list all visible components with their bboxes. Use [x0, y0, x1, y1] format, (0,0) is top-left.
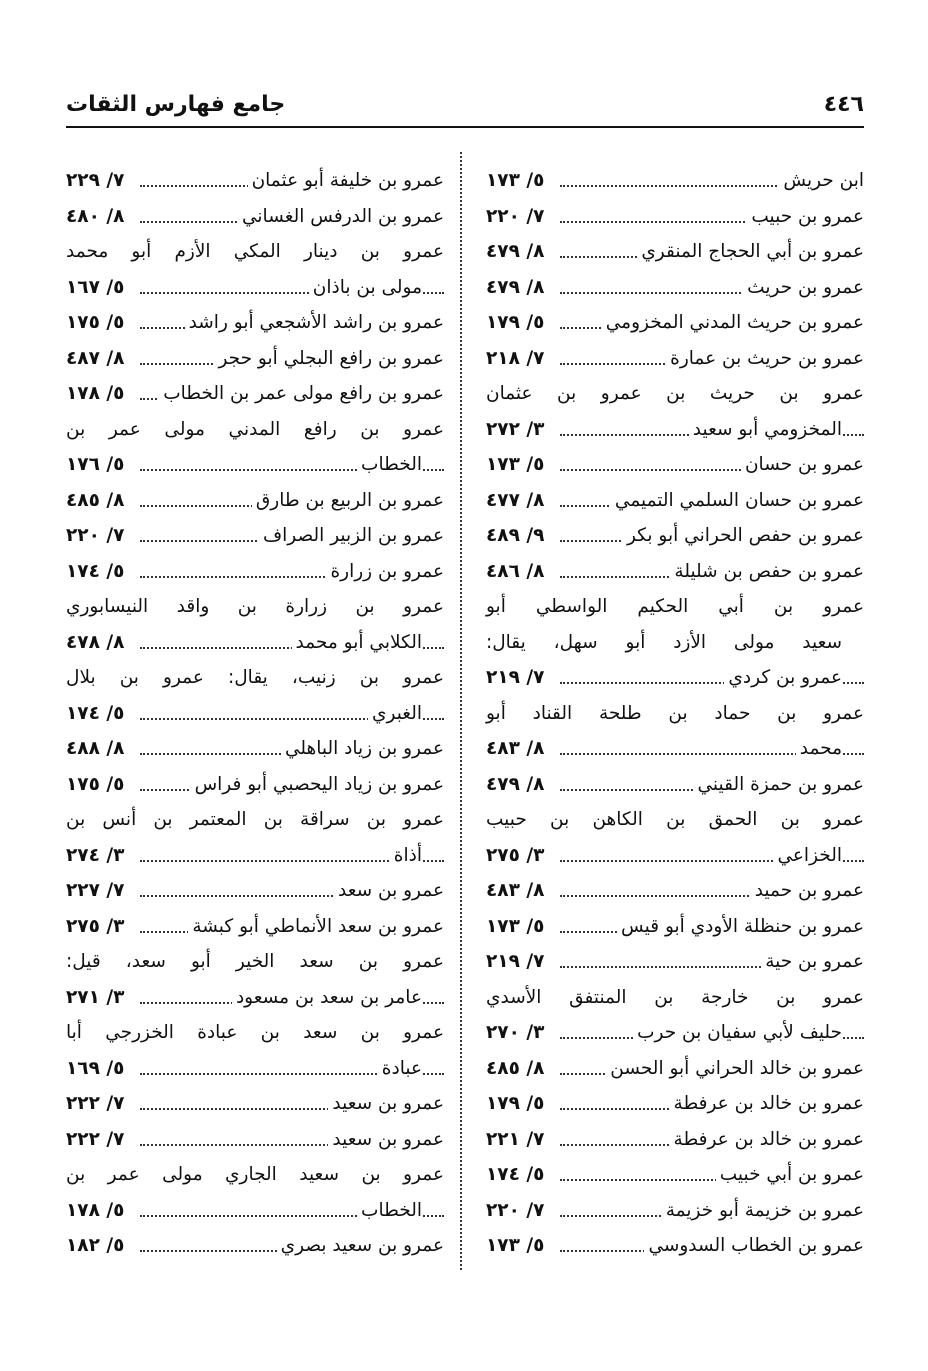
volume-page-ref: ٩/ ٤٨٩ [486, 525, 545, 546]
entry-name: عمرو بن كردي [724, 660, 842, 696]
entry-name: عمرو بن حريث بن عمارة [666, 341, 864, 377]
index-entry [486, 1228, 864, 1264]
entry-name: عمرو بن أبي خبيب [716, 1157, 864, 1193]
entry-name: محمد [796, 731, 842, 767]
index-entry [66, 1051, 444, 1087]
index-entry [66, 873, 444, 909]
index-entry [66, 767, 444, 803]
volume-page-ref: ٨/ ٤٨٥ [486, 1057, 545, 1079]
entry-name: عمرو بن زرارة بن واقد النيسابوري [66, 589, 444, 625]
index-entry [66, 163, 444, 199]
volume-page-ref: ٧/ ٢١٨ [486, 347, 545, 369]
volume-page-ref: ٥/ ١٧٦ [66, 454, 125, 475]
column-divider [460, 152, 462, 1270]
entry-name: عمرو بن حريث بن عمرو بن عثمان [486, 376, 864, 412]
entry-name: المخزومي أبو سعيد [689, 412, 842, 448]
index-entry [66, 199, 444, 235]
index-entry [66, 1122, 444, 1158]
entry-name: عمرو بن زياد اليحصبي أبو فراس [191, 767, 444, 803]
entry-name: عمرو بن حسان [741, 447, 864, 483]
entry-name: عمرو بن زرارة [326, 554, 444, 590]
entry-name: الخطاب [357, 447, 422, 483]
volume-page-ref: ٧/ ٢٢٢ [66, 1128, 125, 1150]
entry-name: عمرو بن سعد الخير أبو سعد، قيل: [66, 944, 444, 980]
entry-name: عمرو بن رافع البجلي أبو حجر [214, 341, 444, 377]
volume-page-ref: ٥/ ١٧٣ [486, 915, 545, 937]
index-entry [66, 1193, 444, 1229]
index-entry [66, 696, 444, 732]
index-entry [486, 1086, 864, 1122]
index-entry [486, 341, 864, 377]
entry-name: عمرو بن خالد بن عرفطة [670, 1086, 864, 1122]
index-entry [486, 1051, 864, 1087]
index-entry [486, 660, 864, 696]
volume-page-ref: ٧/ ٢٢١ [486, 1128, 545, 1150]
volume-page-ref: ٨/ ٤٧٩ [486, 773, 545, 795]
entry-name: عبادة [378, 1051, 422, 1087]
volume-page-ref: ٨/ ٤٧٨ [66, 631, 125, 653]
entry-name: عمرو بن حفص بن شليلة [670, 554, 864, 590]
entry-name: عمرو بن رافع مولى عمر بن الخطاب [159, 376, 444, 412]
volume-page-ref: ٧/ ٢١٩ [486, 667, 545, 688]
volume-page-ref: ٨/ ٤٨٦ [486, 560, 545, 582]
volume-page-ref: ٨/ ٤٧٩ [486, 276, 545, 298]
volume-page-ref: ٥/ ١٧٤ [66, 702, 125, 724]
volume-page-ref: ٣/ ٢٧٠ [486, 1022, 545, 1043]
entry-name: عمرو بن خالد بن عرفطة [670, 1122, 864, 1158]
volume-page-ref: ٨/ ٤٨٥ [66, 489, 125, 511]
volume-page-ref: ٥/ ١٧٤ [486, 1164, 545, 1185]
entry-name: عمرو بن الزبير الصراف [259, 518, 444, 554]
entry-name: عمرو بن سعيد بصري [277, 1228, 444, 1264]
index-entry [486, 696, 864, 732]
volume-page-ref: ٣/ ٢٧٥ [66, 915, 125, 937]
entry-name: الكلابي أبو محمد [292, 625, 422, 661]
entry-name: الخزاعي [773, 838, 842, 874]
volume-page-ref: ٧/ ٢٢٠ [66, 525, 125, 546]
entry-name: عمرو بن زياد الباهلي [281, 731, 444, 767]
index-entry [486, 1015, 864, 1051]
volume-page-ref: ٣/ ٢٧١ [66, 986, 125, 1008]
index-entry [66, 305, 444, 341]
volume-page-ref: ٥/ ١٧٣ [486, 170, 545, 191]
entry-name: عمرو بن راشد الأشجعي أبو راشد [185, 305, 444, 341]
entry-name: عمرو بن أبي الحجاج المنقري [637, 234, 864, 270]
index-entry [66, 270, 444, 306]
entry-name: أذاة [390, 838, 422, 874]
index-entry [66, 589, 444, 625]
volume-page-ref: ٥/ ١٨٢ [66, 1235, 125, 1256]
entry-name: عمرو بن الخطاب السدوسي [644, 1228, 864, 1264]
index-entry [486, 980, 864, 1016]
entry-name: عمرو بن سعيد الجاري مولى عمر بن [66, 1157, 444, 1193]
index-entry [486, 305, 864, 341]
volume-page-ref: ٨/ ٤٨٨ [66, 738, 125, 759]
volume-page-ref: ٥/ ١٧٩ [486, 1093, 545, 1114]
index-entry [66, 802, 444, 838]
index-entry [486, 873, 864, 909]
index-entry [66, 660, 444, 696]
entry-name: عمرو بن حفص الحراني أبو بكر [623, 518, 864, 554]
entry-name: عمرو بن خزيمة أبو خزيمة [662, 1193, 864, 1229]
volume-page-ref: ٧/ ٢٢٠ [486, 1199, 545, 1221]
volume-page-ref: ٥/ ١٧٣ [486, 454, 545, 475]
book-title: جامع فهارس الثقات [66, 92, 286, 117]
volume-page-ref: ٨/ ٤٨٧ [66, 347, 125, 369]
entry-name: عمرو بن سعيد [328, 1086, 444, 1122]
index-entry [66, 376, 444, 412]
index-entry [486, 483, 864, 519]
entry-name: الغبري [368, 696, 422, 732]
volume-page-ref: ٧/ ٢٢٠ [486, 205, 545, 227]
index-entry [486, 199, 864, 235]
index-entry [66, 1228, 444, 1264]
index-entry [486, 802, 864, 838]
index-entry [486, 447, 864, 483]
entry-name: عمرو بن حريث المدني المخزومي [602, 305, 864, 341]
volume-page-ref: ٥/ ١٦٧ [66, 276, 125, 298]
entry-name: حليف لأبي سفيان بن حرب [633, 1015, 842, 1051]
volume-page-ref: ٥/ ١٧٥ [66, 773, 125, 795]
index-entry [486, 589, 864, 625]
entry-name: ابن حريش [779, 163, 864, 199]
volume-page-ref: ٧/ ٢١٩ [486, 951, 545, 972]
entry-name: عمرو بن حمزة القيني [694, 767, 865, 803]
volume-page-ref: ٨/ ٤٧٩ [486, 241, 545, 262]
volume-page-ref: ٥/ ١٧٨ [66, 383, 125, 404]
index-entry [486, 909, 864, 945]
entry-name: عمرو بن حريث [743, 270, 864, 306]
index-entry [486, 767, 864, 803]
volume-page-ref: ٣/ ٢٧٢ [486, 418, 545, 440]
index-entry [486, 518, 864, 554]
index-entry [66, 1015, 444, 1051]
entry-name: سعيد مولى الأزد أبو سهل، يقال: [486, 625, 842, 661]
index-entry [486, 944, 864, 980]
index-entry [66, 447, 444, 483]
index-entry [66, 1086, 444, 1122]
entry-name: عامر بن سعد بن مسعود [232, 980, 422, 1016]
index-entry [66, 518, 444, 554]
index-entry [486, 554, 864, 590]
index-entry [486, 163, 864, 199]
index-entry [486, 376, 864, 412]
entry-name: عمرو بن حية [761, 944, 864, 980]
entry-name: عمرو بن أبي الحكيم الواسطي أبو [486, 589, 864, 625]
entry-name: عمرو بن رافع المدني مولى عمر بن [66, 412, 444, 448]
index-entry [486, 731, 864, 767]
entry-name: عمرو بن خالد الحراني أبو الحسن [606, 1051, 864, 1087]
volume-page-ref: ٥/ ١٦٩ [66, 1057, 125, 1079]
entry-name: عمرو بن الدرفس الغساني [238, 199, 444, 235]
entry-name: عمرو بن سعد الأنماطي أبو كبشة [188, 909, 444, 945]
entry-name: عمرو بن سراقة بن المعتمر بن أنس بن [66, 802, 444, 838]
index-entry [66, 483, 444, 519]
entry-name: عمرو بن سعيد [328, 1122, 444, 1158]
volume-page-ref: ٧/ ٢٢٧ [66, 880, 125, 901]
volume-page-ref: ٧/ ٢٢٢ [66, 1093, 125, 1114]
volume-page-ref: ٥/ ١٧٣ [486, 1235, 545, 1256]
index-entry [66, 838, 444, 874]
index-entry [486, 1157, 864, 1193]
index-entry [486, 1122, 864, 1158]
index-entry [66, 909, 444, 945]
page-header [66, 92, 864, 126]
index-entry [486, 234, 864, 270]
entry-name: عمرو بن سعد [334, 873, 444, 909]
index-entry [66, 980, 444, 1016]
index-entry [486, 270, 864, 306]
index-entry [66, 412, 444, 448]
index-entry [486, 625, 864, 661]
entry-name: عمرو بن حماد بن طلحة القناد أبو [486, 696, 864, 732]
entry-name: عمرو بن زنيب، يقال: عمرو بن بلال [66, 660, 444, 696]
entry-name: الخطاب [357, 1193, 422, 1229]
index-column-left [66, 163, 444, 1264]
entry-name: عمرو بن حميد [751, 873, 864, 909]
index-entry [66, 625, 444, 661]
entry-name: عمرو بن سعد بن عبادة الخزرجي أبا [66, 1015, 444, 1051]
index-column-right [486, 163, 864, 1264]
index-entry [66, 1157, 444, 1193]
index-entry [66, 554, 444, 590]
index-entry [66, 234, 444, 270]
volume-page-ref: ٨/ ٤٨٣ [486, 880, 545, 901]
entry-name: عمرو بن حبيب [747, 199, 864, 235]
volume-page-ref: ٨/ ٤٨٠ [66, 205, 125, 227]
entry-name: مولى بن باذان [309, 270, 422, 306]
entry-name: عمرو بن حنظلة الأودي أبو قيس [617, 909, 864, 945]
volume-page-ref: ٥/ ١٧٤ [66, 560, 125, 582]
entry-name: عمرو بن الحمق بن الكاهن بن حبيب [486, 802, 864, 838]
index-entry [66, 341, 444, 377]
volume-page-ref: ٥/ ١٧٥ [66, 312, 125, 333]
volume-page-ref: ٣/ ٢٧٤ [66, 844, 125, 866]
volume-page-ref: ٨/ ٤٧٧ [486, 489, 545, 511]
entry-name: عمرو بن خارجة بن المنتفق الأسدي [486, 980, 864, 1016]
volume-page-ref: ٨/ ٤٨٣ [486, 738, 545, 759]
index-entry [66, 944, 444, 980]
volume-page-ref: ٥/ ١٧٨ [66, 1199, 125, 1221]
volume-page-ref: ٥/ ١٧٩ [486, 312, 545, 333]
entry-name: عمرو بن دينار المكي الأزم أبو محمد [66, 234, 444, 270]
index-entry [66, 731, 444, 767]
volume-page-ref: ٧/ ٢٢٩ [66, 170, 125, 191]
entry-name: عمرو بن حسان السلمي التميمي [611, 483, 864, 519]
entry-name: عمرو بن الربيع بن طارق [252, 483, 444, 519]
volume-page-ref: ٣/ ٢٧٥ [486, 844, 545, 866]
header-rule [66, 126, 864, 128]
index-entry [486, 838, 864, 874]
index-entry [486, 412, 864, 448]
index-entry [486, 1193, 864, 1229]
page-number: ٤٤٦ [823, 92, 864, 117]
entry-name: عمرو بن خليفة أبو عثمان [248, 163, 444, 199]
